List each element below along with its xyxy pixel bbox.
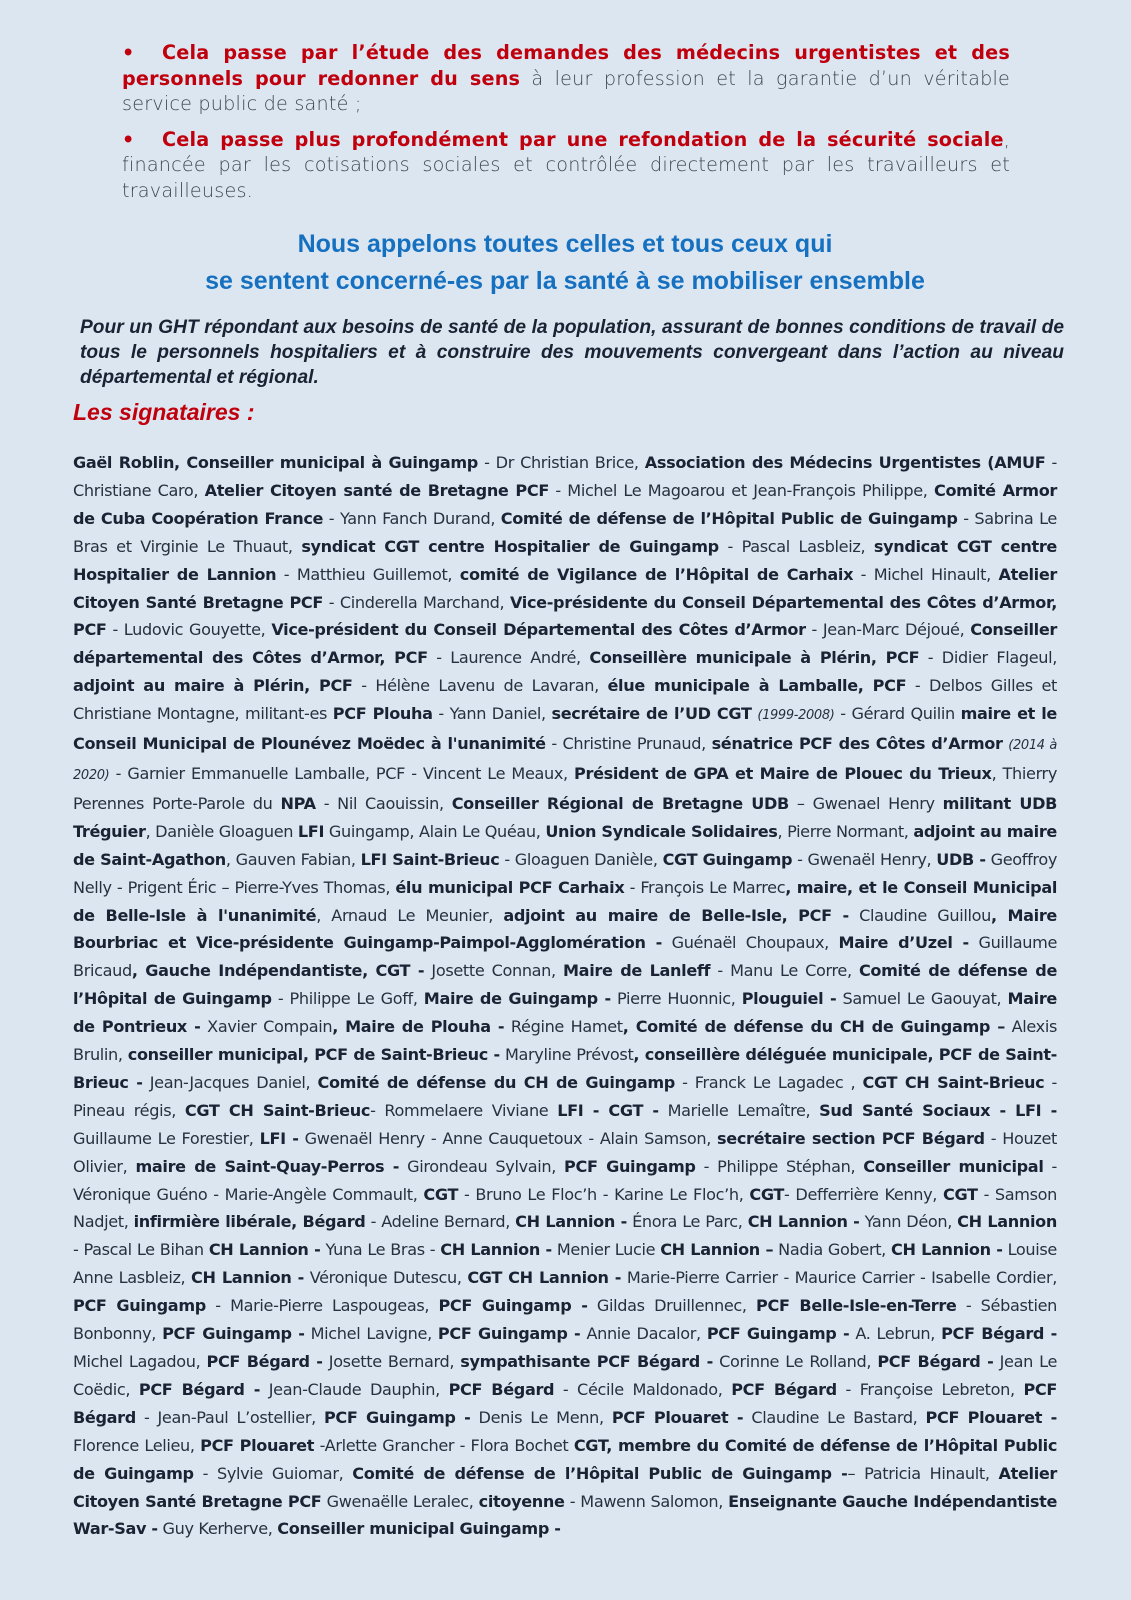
signatory-affiliation: Vice-président du Conseil Départemental des Côtes d’Armor bbox=[271, 620, 806, 640]
bullet-lead: Cela passe par l’étude des demandes des médecins urgentistes et des personnels pour redonner du sens bbox=[122, 41, 1010, 90]
signatory-name: - Sabrina Le Bras et Virginie Le Thuaut, bbox=[73, 508, 1057, 556]
signatory-affiliation: élue municipale à Lamballe, PCF bbox=[607, 676, 907, 696]
signatory-affiliation: CH Lannion bbox=[957, 1212, 1057, 1232]
signatory-name: - Michel Hinault, bbox=[853, 564, 999, 584]
signatory-affiliation: , conseillère déléguée municipale, PCF de Saint-Brieuc - bbox=[73, 1045, 1057, 1092]
signatory-name: Geoffroy Nelly - Prigent Éric – Pierre-Yves Thomas, bbox=[73, 849, 1057, 897]
signatory-affiliation: Plouguiel - bbox=[741, 989, 837, 1009]
bullet-rest: à leur profession et la garantie d’un véritable service public de santé ; bbox=[122, 66, 1010, 116]
signatory-name: Annie Dacalor, bbox=[580, 1324, 707, 1344]
signatory-affiliation: PCF Plouaret - bbox=[925, 1407, 1057, 1427]
signatory-name: Guy Kerherve, bbox=[157, 1519, 278, 1539]
signatory-affiliation: LFI - CGT - bbox=[557, 1100, 659, 1120]
signatory-affiliation: Union Syndicale Solidaires bbox=[545, 821, 778, 841]
signatory-name: - Dr Christian Brice, bbox=[477, 453, 645, 472]
signatory-name: Marie-Pierre Carrier - Maurice Carrier - Isabelle Cordier, bbox=[621, 1268, 1057, 1288]
signatory-affiliation: PCF Bégard bbox=[73, 1379, 1058, 1427]
signatory-affiliation: PCF Plouha bbox=[332, 704, 433, 724]
signatory-name: - Ludovic Gouyette, bbox=[106, 620, 272, 640]
signatory-affiliation: CGT CH Saint-Brieuc bbox=[862, 1072, 1045, 1092]
signatory-name: Michel Lavigne, bbox=[304, 1324, 438, 1344]
signatory-affiliation: sénatrice PCF des Côtes d’Armor bbox=[711, 734, 1003, 754]
signatory-name: - Cécile Maldonado, bbox=[554, 1379, 732, 1399]
signatory-affiliation: CGT CH Lannion - bbox=[467, 1268, 622, 1288]
signatory-name: Denis Le Menn, bbox=[470, 1407, 612, 1427]
signatory-name: - Samson Nadjet, bbox=[73, 1184, 1058, 1232]
signatory-name: - Matthieu Guillemot, bbox=[276, 564, 460, 584]
signatory-affiliation: PCF Plouaret bbox=[200, 1435, 315, 1455]
signatory-name: Xavier Compain bbox=[200, 1017, 333, 1037]
signatory-name: - Marie-Pierre Laspougeas, bbox=[205, 1296, 439, 1316]
signatory-name: , Thierry Perennes Porte-Parole du bbox=[73, 763, 1057, 813]
signatory-name: A. Lebrun, bbox=[849, 1324, 942, 1344]
signatory-affiliation: secrétaire section PCF Bégard bbox=[717, 1128, 985, 1148]
signatory-affiliation: Conseillère municipale à Plérin, PCF bbox=[589, 648, 920, 668]
signatory-affiliation: PCF Bégard bbox=[448, 1379, 555, 1399]
signatory-name: Samuel Le Gaouyat, bbox=[836, 989, 1008, 1009]
signatory-name: - Gwenaël Henry, bbox=[792, 849, 937, 869]
signatory-name: - Jean-Paul L’ostellier, bbox=[135, 1407, 324, 1427]
signatory-affiliation: PCF Bégard bbox=[731, 1379, 837, 1399]
signatory-affiliation: Conseiller municipal bbox=[863, 1156, 1044, 1176]
signatory-name: Véronique Dutescu, bbox=[303, 1268, 468, 1288]
signatory-affiliation: LFI Saint-Brieuc bbox=[360, 849, 500, 869]
signatory-name: Jean-Claude Dauphin, bbox=[260, 1379, 449, 1399]
signatory-name: Florence Lelieu, bbox=[73, 1435, 201, 1455]
signatory-name: - Pascal Le Bihan bbox=[73, 1240, 209, 1260]
signatory-affiliation: Atelier Citoyen santé de Bretagne PCF bbox=[204, 480, 549, 500]
signatory-affiliation: Comité de défense du CH de Guingamp bbox=[317, 1072, 675, 1092]
signatory-affiliation: Sud Santé Sociaux - LFI - bbox=[819, 1100, 1057, 1120]
signatory-name: Josette Bernard, bbox=[322, 1352, 461, 1371]
signatory-name: Énora Le Parc, bbox=[626, 1212, 748, 1232]
signatory-affiliation: Atelier Citoyen Santé Bretagne PCF bbox=[73, 1463, 1058, 1511]
signatory-affiliation: PCF Guingamp bbox=[564, 1156, 696, 1176]
signatory-affiliation: Comité Armor de Cuba Coopération France bbox=[73, 480, 1057, 528]
signatory-name: - Houzet Olivier, bbox=[73, 1128, 1057, 1176]
signatory-affiliation: Comité de défense de l’Hôpital Public de Guingamp - bbox=[352, 1463, 848, 1483]
signatory-name: - Didier Flageul, bbox=[919, 648, 1058, 668]
signatory-affiliation: Président de GPA et Maire de Plouec du Trieux bbox=[574, 763, 992, 783]
signatory-affiliation: syndicat CGT centre Hospitalier de Guingamp bbox=[301, 536, 719, 556]
signatory-affiliation: PCF Bégard - bbox=[206, 1352, 323, 1371]
signatory-name: Gwenaël Henry - Anne Cauquetoux - Alain Samson, bbox=[298, 1128, 718, 1148]
signatory-affiliation: PCF Bégard - bbox=[941, 1324, 1057, 1344]
signatory-affiliation: militant UDB Tréguier bbox=[73, 793, 1057, 841]
signatory-affiliation: citoyenne bbox=[478, 1491, 565, 1511]
signatory-affiliation: CH Lannion - bbox=[440, 1240, 552, 1260]
signatory-name: - Christiane Caro, bbox=[73, 453, 1057, 500]
signatory-affiliation: PCF Plouaret - bbox=[611, 1407, 744, 1427]
signatory-name: Pierre Huonnic, bbox=[610, 989, 742, 1009]
signatory-name: Claudine Guillou bbox=[848, 905, 991, 925]
signatory-affiliation: Conseiller départemental des Côtes d’Armor, PCF bbox=[73, 620, 1057, 668]
signatory-affiliation: , Maire Bourbriac et Vice-présidente Guingamp-Paimpol-Agglomération - bbox=[73, 905, 1057, 953]
signatory-period: (2014 à 2020) bbox=[73, 738, 1057, 783]
signatory-affiliation: infirmière libérale, Bégard bbox=[133, 1212, 366, 1232]
signatory-affiliation: , Gauche Indépendantiste, CGT - bbox=[131, 961, 425, 981]
signatory-affiliation: Enseignante Gauche Indépendantiste War-Sav - bbox=[73, 1491, 1058, 1539]
signatory-affiliation: CGT bbox=[423, 1184, 459, 1204]
signatory-affiliation: Comité de défense de l’Hôpital Public de Guingamp bbox=[500, 508, 958, 528]
signatory-name: , Gauven Fabian, bbox=[225, 849, 361, 869]
signatory-name: , Pierre Normant, bbox=[777, 821, 914, 841]
signatory-name: Guingamp, Alain Le Quéau, bbox=[324, 821, 546, 841]
signatory-affiliation: CGT bbox=[749, 1184, 785, 1204]
signatory-name: - Jean-Marc Déjoué, bbox=[805, 620, 971, 640]
signatory-affiliation: PCF Guingamp - bbox=[437, 1324, 581, 1344]
signatory-name: Maryline Prévost bbox=[499, 1045, 634, 1065]
signatory-name: - Michel Le Magoarou et Jean-François Philippe, bbox=[548, 480, 935, 500]
signatory-name: Gwenaëlle Leralec, bbox=[321, 1491, 479, 1511]
signatory-affiliation: comité de Vigilance de l’Hôpital de Carhaix bbox=[459, 564, 854, 584]
signatory-name: - Sébastien Bonbonny, bbox=[73, 1296, 1057, 1344]
signatory-name: - Mawenn Salomon, bbox=[564, 1491, 729, 1511]
signatory-name: - Rommelaere Viviane bbox=[370, 1100, 558, 1120]
signatory-affiliation: , maire, et le Conseil Municipal de Belle-Isle à l'unanimité bbox=[73, 877, 1058, 925]
signatory-affiliation: CH Lannion - bbox=[747, 1212, 860, 1232]
signatory-name: Nadia Gobert, bbox=[773, 1240, 891, 1260]
appeal-line-1: Nous appelons toutes celles et tous ceux qui bbox=[297, 230, 833, 258]
signatory-name: Gildas Druillennec, bbox=[587, 1296, 757, 1316]
signatory-name: Michel Lagadou, bbox=[73, 1352, 207, 1371]
appeal-heading bbox=[60, 226, 1070, 300]
bullet-item-2 bbox=[122, 127, 1010, 204]
signatory-name: – Patricia Hinault, bbox=[847, 1463, 999, 1483]
signatory-name: - Nil Caouissin, bbox=[315, 793, 452, 813]
signatory-name: - Gérard Quilin bbox=[834, 704, 961, 724]
signatory-name: - Franck Le Lagadec , bbox=[674, 1072, 863, 1092]
signatory-name: Girondeau Sylvain, bbox=[399, 1156, 565, 1176]
signatory-affiliation: PCF Guingamp - bbox=[438, 1296, 588, 1316]
signatory-name: Josette Connan, bbox=[424, 961, 564, 981]
signatory-affiliation: syndicat CGT centre Hospitalier de Lannion bbox=[73, 536, 1058, 584]
signatory-affiliation: CH Lannion - bbox=[890, 1240, 1003, 1260]
signatory-affiliation: CH Lannion – bbox=[660, 1240, 774, 1260]
signatory-affiliation: Atelier Citoyen Santé Bretagne PCF bbox=[73, 564, 1057, 612]
signatory-name: - Defferrière Kenny, bbox=[784, 1184, 943, 1204]
bullet-marker: • bbox=[122, 127, 135, 151]
signatory-affiliation: adjoint au maire de Belle-Isle, PCF - bbox=[503, 905, 849, 925]
signatories-list bbox=[73, 449, 1057, 1543]
signatory-name: Guillaume Le Forestier, bbox=[73, 1128, 260, 1148]
signatory-name: - Yann Daniel, bbox=[432, 704, 552, 724]
signatory-affiliation: maire et le Conseil Municipal de Plounévez Moëdec à l'unanimité bbox=[73, 704, 1057, 754]
signatory-name: - Philippe Stéphan, bbox=[695, 1156, 864, 1176]
signatory-name: , Arnaud Le Meunier, bbox=[316, 905, 504, 925]
signatory-affiliation: adjoint au maire de Saint-Agathon bbox=[73, 821, 1057, 869]
signatory-name: - Bruno Le Floc’h - Karine Le Floc’h, bbox=[458, 1184, 750, 1204]
signatory-affiliation: NPA bbox=[280, 793, 316, 813]
signatory-name: -Arlette Grancher - Flora Bochet bbox=[314, 1435, 574, 1455]
signatory-affiliation: CH Lannion - bbox=[191, 1268, 304, 1288]
signatory-affiliation: PCF Guingamp bbox=[73, 1296, 206, 1316]
signatory-affiliation: Maire d’Uzel - bbox=[838, 933, 969, 953]
signatory-affiliation: maire de Saint-Quay-Perros - bbox=[135, 1156, 400, 1176]
signatory-name: Menier Lucie bbox=[551, 1240, 661, 1260]
signatory-affiliation: Conseiller Régional de Bretagne UDB bbox=[451, 793, 789, 813]
signatory-name: Claudine Le Bastard, bbox=[743, 1407, 926, 1427]
signatory-affiliation: sympathisante PCF Bégard - bbox=[460, 1352, 713, 1371]
signatory-name: Yann Déon, bbox=[859, 1212, 958, 1232]
signatory-name: - Pascal Lasbleiz, bbox=[718, 536, 874, 556]
intro-paragraph: Pour un GHT répondant aux besoins de santé de la population, assurant de bonnes conditions de travail de tous le personnels hospitaliers et à construire des mouvements convergeant dans l’action au niveau départemental et régional. bbox=[80, 317, 1064, 388]
signatory-name: Corinne Le Rolland, bbox=[712, 1352, 878, 1371]
signatory-name: - Christine Prunaud, bbox=[545, 734, 712, 754]
signatory-name: Alexis Brulin, bbox=[73, 1017, 1057, 1065]
signatory-name: - Véronique Guéno - Marie-Angèle Commault, bbox=[73, 1156, 1057, 1204]
signatory-affiliation: CGT, membre du Comité de défense de l’Hôpital Public de Guingamp bbox=[73, 1435, 1058, 1483]
signatory-affiliation: , Comité de défense du CH de Guingamp – bbox=[622, 1017, 1005, 1037]
signatory-name: - Delbos Gilles et Christiane Montagne, militant-es bbox=[73, 676, 1057, 724]
signatory-affiliation: CGT Guingamp bbox=[662, 849, 793, 869]
signatory-name: - Hélène Lavenu de Lavaran, bbox=[352, 676, 608, 696]
signatory-name: , Danièle Gloaguen bbox=[145, 821, 298, 841]
signatory-affiliation: adjoint au maire à Plérin, PCF bbox=[73, 676, 353, 696]
signatory-affiliation: conseiller municipal, PCF de Saint-Brieuc - bbox=[127, 1045, 500, 1065]
bullet-list bbox=[122, 40, 1010, 214]
signatory-name: - Pineau régis, bbox=[73, 1072, 1057, 1120]
bullet-lead: Cela passe plus profondément par une refondation de la sécurité sociale bbox=[162, 127, 1004, 151]
signatory-name: - Françoise Lebreton, bbox=[836, 1379, 1024, 1399]
signatory-name: Yuna Le Bras - bbox=[320, 1240, 441, 1260]
signatory-name: - Sylvie Guiomar, bbox=[193, 1463, 353, 1483]
signatory-affiliation: , Maire de Plouha - bbox=[332, 1017, 505, 1037]
signatory-name: Guillaume Bricaud bbox=[73, 933, 1058, 981]
signatory-affiliation: Comité de défense de l’Hôpital de Guingamp bbox=[73, 961, 1058, 1009]
signatory-affiliation: CH Lannion - bbox=[208, 1240, 321, 1260]
signatory-affiliation: PCF Belle-Isle-en-Terre bbox=[756, 1296, 957, 1316]
signatory-name: - François Le Marrec bbox=[624, 877, 786, 897]
signatory-name: - Cinderella Marchand, bbox=[323, 592, 510, 612]
signatory-affiliation: PCF Guingamp - bbox=[323, 1407, 471, 1427]
signatory-name: - Adeline Bernard, bbox=[365, 1212, 516, 1232]
signatory-name: Guénaël Choupaux, bbox=[662, 933, 839, 953]
signatory-affiliation: PCF Bégard - bbox=[138, 1379, 261, 1399]
signatory-affiliation: PCF Bégard - bbox=[877, 1352, 994, 1371]
signatory-name: - Manu Le Corre, bbox=[710, 961, 859, 981]
signatory-name: - Gloaguen Danièle, bbox=[499, 849, 663, 869]
signatory-affiliation: PCF Guingamp - bbox=[162, 1324, 305, 1344]
signatory-affiliation: élu municipal PCF Carhaix bbox=[395, 877, 625, 897]
signatory-affiliation: Vice-présidente du Conseil Départemental des Côtes d’Armor, PCF bbox=[73, 592, 1058, 640]
signatory-affiliation: CH Lannion - bbox=[515, 1212, 627, 1232]
signatory-name: Jean-Jacques Daniel, bbox=[142, 1072, 318, 1092]
signatory-name: Régine Hamet bbox=[504, 1017, 623, 1037]
signatory-name: Louise Anne Lasbleiz, bbox=[73, 1240, 1057, 1288]
signatory-period: (1999-2008) bbox=[757, 708, 835, 724]
signatory-name: - Philippe Le Goff, bbox=[271, 989, 424, 1009]
signatory-affiliation: LFI bbox=[297, 821, 325, 841]
signatory-affiliation: Gaël Roblin, Conseiller municipal à Guingamp bbox=[73, 453, 478, 472]
signatory-affiliation: Maire de Pontrieux - bbox=[73, 989, 1057, 1037]
bullet-rest: , financée par les cotisations sociales et contrôlée directement par les travailleurs et travailleuses. bbox=[122, 127, 1010, 202]
signatory-affiliation: CGT CH Saint-Brieuc bbox=[184, 1100, 371, 1120]
signatory-name: - Garnier Emmanuelle Lamballe, PCF - Vincent Le Meaux, bbox=[109, 763, 575, 783]
signatory-name: – Gwenael Henry bbox=[788, 793, 943, 813]
bullet-item-1 bbox=[122, 40, 1010, 117]
appeal-line-2: se sentent concerné-es par la santé à se mobiliser ensemble bbox=[205, 267, 925, 295]
signatory-affiliation: secrétaire de l’UD CGT bbox=[551, 704, 752, 724]
signatory-affiliation: PCF Guingamp - bbox=[706, 1324, 850, 1344]
signatory-affiliation: Conseiller municipal Guingamp - bbox=[277, 1519, 561, 1539]
signatory-name: Jean Le Coëdic, bbox=[73, 1352, 1058, 1399]
signatory-name: - Laurence André, bbox=[427, 648, 590, 668]
signatory-affiliation: Maire de Guingamp - bbox=[423, 989, 611, 1009]
signatory-affiliation: Association des Médecins Urgentistes (AMUF bbox=[644, 453, 1046, 472]
signatory-name: - Yann Fanch Durand, bbox=[323, 508, 501, 528]
bullet-marker: • bbox=[122, 41, 135, 64]
signatories-title: Les signataires : bbox=[73, 399, 255, 425]
signatory-affiliation: CGT bbox=[942, 1184, 978, 1204]
signatory-affiliation: Maire de Lanleff bbox=[563, 961, 711, 981]
signatory-affiliation: UDB - bbox=[936, 849, 986, 869]
signatory-affiliation: LFI - bbox=[259, 1128, 299, 1148]
signatory-name: Marielle Lemaître, bbox=[658, 1100, 820, 1120]
